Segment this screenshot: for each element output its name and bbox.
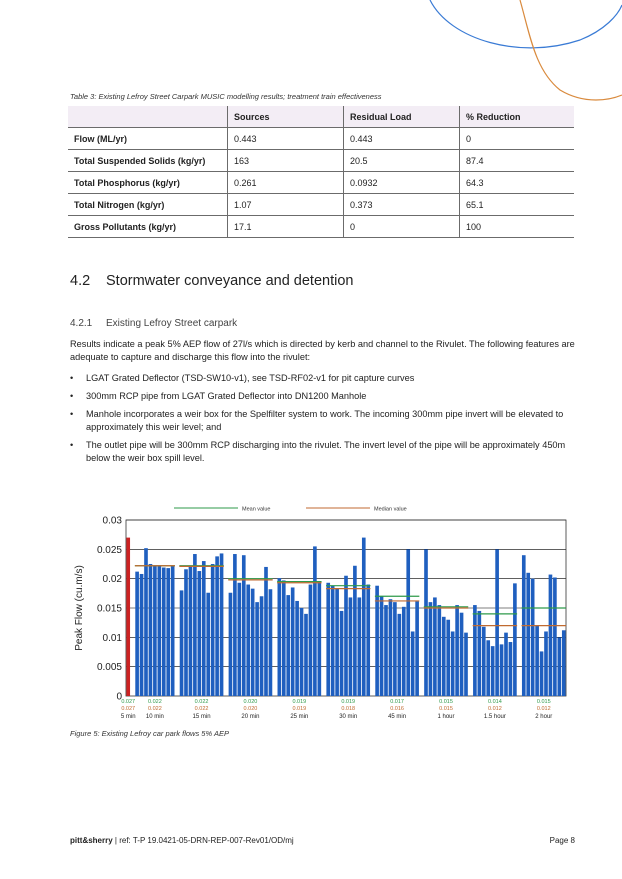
table-row-label: Total Suspended Solids (kg/yr) [68, 150, 228, 172]
bar [491, 646, 495, 696]
table-header-row [68, 106, 574, 128]
bar [478, 611, 482, 696]
bar [473, 605, 477, 696]
bar [349, 597, 353, 696]
bar [340, 611, 344, 696]
table-cell: 0.0932 [344, 172, 460, 194]
y-tick-label: 0.005 [96, 662, 122, 674]
bar [451, 631, 455, 696]
bar [300, 608, 304, 696]
table-caption: Table 3: Existing Lefroy Street Carpark MUSIC modelling results; treatment train effectiveness [70, 92, 382, 101]
table-cell: 0.443 [344, 128, 460, 150]
table-cell: 64.3 [460, 172, 575, 194]
mean-value-label: 0.019 [341, 699, 356, 705]
median-value-label: 0.016 [390, 706, 404, 712]
median-value-label: 0.018 [341, 706, 356, 712]
bar [438, 605, 442, 696]
bar [509, 642, 513, 696]
footer-brand: pitt&sherry [70, 836, 113, 845]
bar [189, 567, 193, 696]
bar [198, 571, 202, 696]
bar [140, 574, 144, 696]
bar [278, 578, 282, 696]
x-group-label: 1 hour [437, 714, 455, 720]
section-title: Stormwater conveyance and detention [106, 273, 354, 289]
y-axis-label: Peak Flow (cu.m/s) [74, 565, 85, 651]
x-group-label: 20 min [241, 714, 260, 720]
median-value-label: 0.019 [292, 706, 307, 712]
subsection-heading [70, 318, 237, 329]
bar [251, 589, 255, 696]
bar [135, 572, 139, 696]
list-item [70, 390, 575, 403]
bar [495, 549, 499, 696]
table-header-cell: % Reduction [460, 106, 575, 128]
y-tick-label: 0.02 [102, 574, 122, 586]
bar [246, 585, 250, 696]
table-header-cell: Residual Load [344, 106, 460, 128]
table-header-cell: Sources [228, 106, 344, 128]
table-cell: 65.1 [460, 194, 575, 216]
bar [531, 579, 535, 696]
bar [544, 631, 548, 696]
bar [486, 640, 490, 696]
bar [393, 602, 397, 696]
table-cell: 0.261 [228, 172, 344, 194]
mean-value-label: 0.017 [390, 699, 404, 705]
bar [166, 568, 170, 696]
bar [264, 567, 268, 696]
bar [220, 553, 224, 696]
bullet-icon: • [70, 440, 74, 450]
bar [366, 585, 370, 696]
table-row [68, 216, 574, 238]
bar [171, 566, 175, 696]
bar [562, 630, 566, 696]
bar [255, 602, 259, 696]
footer-ref: | ref: T-P 19.0421-05-DRN-REP-007-Rev01/OD/mj [112, 836, 294, 845]
median-value-label: 0.027 [121, 706, 136, 712]
bar [153, 566, 157, 696]
bar [286, 595, 290, 696]
bar [206, 593, 210, 696]
bar [215, 556, 219, 696]
list-item-text: Manhole incorporates a weir box for the Spelfilter system to work. The incoming 300mm pipe invert will be elevated to approximately this weir level; and [86, 409, 564, 432]
median-value-label: 0.012 [536, 706, 551, 712]
page-footer [70, 836, 575, 845]
bar [526, 573, 530, 696]
mean-value-label: 0.015 [536, 699, 551, 705]
y-tick-label: 0.01 [102, 632, 122, 644]
bar [229, 593, 233, 696]
bar [331, 586, 335, 696]
median-value-label: 0.022 [148, 706, 162, 712]
bar [500, 644, 504, 696]
bar [304, 614, 308, 696]
subsection-title: Existing Lefroy Street carpark [106, 318, 238, 329]
x-group-label: 30 min [339, 714, 358, 720]
bullet-icon: • [70, 409, 74, 419]
legend-median-label: Median value [374, 506, 407, 513]
legend-mean-label: Mean value [242, 506, 271, 513]
bar [389, 599, 393, 696]
table-row-label: Total Nitrogen (kg/yr) [68, 194, 228, 216]
x-group-label: 1.5 hour [483, 714, 506, 720]
bar [362, 538, 366, 696]
x-group-label: 5 min [120, 714, 136, 720]
bar [295, 601, 299, 696]
list-item [70, 408, 575, 434]
mean-value-label: 0.015 [439, 699, 453, 705]
bar [344, 576, 348, 696]
list-item [70, 439, 575, 465]
table-cell: 1.07 [228, 194, 344, 216]
y-tick-label: 0.03 [102, 515, 122, 527]
table-cell: 17.1 [228, 216, 344, 238]
subsection-number: 4.2.1 [70, 318, 93, 329]
mean-value-label: 0.020 [243, 699, 258, 705]
bullet-icon: • [70, 373, 74, 383]
bar [513, 583, 517, 696]
bar [455, 605, 459, 696]
bar [549, 575, 553, 696]
table-cell: 0.443 [228, 128, 344, 150]
table-row-label: Gross Pollutants (kg/yr) [68, 216, 228, 238]
median-value-label: 0.012 [488, 706, 502, 712]
page-number: Page 8 [549, 836, 575, 845]
bar [558, 637, 562, 696]
bar [211, 564, 215, 696]
bar [318, 581, 322, 696]
bar [144, 548, 148, 696]
table-row [68, 194, 574, 216]
section-heading [70, 273, 353, 289]
y-tick-label: 0 [116, 691, 122, 703]
bar [233, 554, 237, 696]
bar [242, 555, 246, 696]
table-header-cell [68, 106, 228, 128]
bar [162, 568, 166, 696]
y-tick-label: 0.025 [96, 544, 122, 556]
mean-value-label: 0.022 [194, 699, 209, 705]
bar [482, 627, 486, 696]
bar [433, 597, 437, 696]
bar [415, 602, 419, 696]
bar [429, 602, 433, 696]
bar [464, 633, 468, 696]
bullet-icon: • [70, 391, 74, 401]
list-item-text: 300mm RCP pipe from LGAT Grated Deflector into DN1200 Manhole [86, 391, 367, 401]
bar [126, 538, 130, 696]
bar [411, 631, 415, 696]
mean-value-label: 0.027 [121, 699, 136, 705]
table-cell: 100 [460, 216, 575, 238]
bar [291, 587, 295, 696]
bar [535, 626, 539, 696]
peak-flow-chart [68, 500, 578, 726]
table-row-label: Flow (ML/yr) [68, 128, 228, 150]
bar [282, 580, 286, 696]
median-value-label: 0.022 [194, 706, 209, 712]
bar [269, 589, 273, 696]
bar [158, 566, 162, 696]
bar [504, 633, 508, 696]
bar [402, 607, 406, 696]
feature-list [70, 372, 575, 470]
x-group-label: 45 min [388, 714, 407, 720]
table-cell: 0 [460, 128, 575, 150]
median-value-label: 0.015 [439, 706, 453, 712]
section-number: 4.2 [70, 273, 91, 289]
x-group-label: 25 min [290, 714, 309, 720]
bar [540, 651, 544, 696]
bar [358, 597, 362, 696]
bar [184, 569, 188, 696]
bar [446, 620, 450, 696]
table-row [68, 150, 574, 172]
bar [380, 596, 384, 696]
bar [460, 613, 464, 696]
results-table [68, 106, 574, 238]
table-cell: 0 [344, 216, 460, 238]
bar [260, 596, 264, 696]
mean-value-label: 0.019 [292, 699, 307, 705]
bar [375, 586, 379, 696]
bar [398, 614, 402, 696]
bar [406, 549, 410, 696]
bar [335, 589, 339, 696]
bar [424, 549, 428, 696]
mean-value-label: 0.014 [488, 699, 502, 705]
list-item-text: The outlet pipe will be 300mm RCP discharging into the rivulet. The invert level of the pipe will be approximately 450m below the weir box spill level. [86, 440, 566, 463]
bar [180, 590, 184, 696]
figure-caption: Figure 5: Existing Lefroy car park flows 5% AEP [70, 729, 229, 738]
bar [238, 583, 242, 696]
bar [202, 561, 206, 696]
bar [326, 583, 330, 696]
table-row [68, 128, 574, 150]
x-group-label: 10 min [145, 714, 164, 720]
bar [149, 564, 153, 696]
table-row-label: Total Phosphorus (kg/yr) [68, 172, 228, 194]
table-row [68, 172, 574, 194]
table-cell: 163 [228, 150, 344, 172]
y-tick-label: 0.015 [96, 603, 122, 615]
median-value-label: 0.020 [243, 706, 258, 712]
table-cell: 0.373 [344, 194, 460, 216]
list-item-text: LGAT Grated Deflector (TSD-SW10-v1), see TSD-RF02-v1 for pit capture curves [86, 373, 415, 383]
table-cell: 20.5 [344, 150, 460, 172]
intro-paragraph: Results indicate a peak 5% AEP flow of 27l/s which is directed by kerb and channel to the Rivulet. The following features are adequate to capture and discharge this flow into the rivulet: [70, 339, 575, 362]
x-group-label: 2 hour [535, 714, 553, 720]
bar [442, 617, 446, 696]
bar [553, 577, 557, 696]
bar [309, 585, 313, 696]
mean-value-label: 0.022 [148, 699, 162, 705]
list-item [70, 372, 575, 385]
table-cell: 87.4 [460, 150, 575, 172]
x-group-label: 15 min [192, 714, 211, 720]
bar [193, 554, 197, 696]
bar [313, 546, 317, 696]
bar [384, 605, 388, 696]
